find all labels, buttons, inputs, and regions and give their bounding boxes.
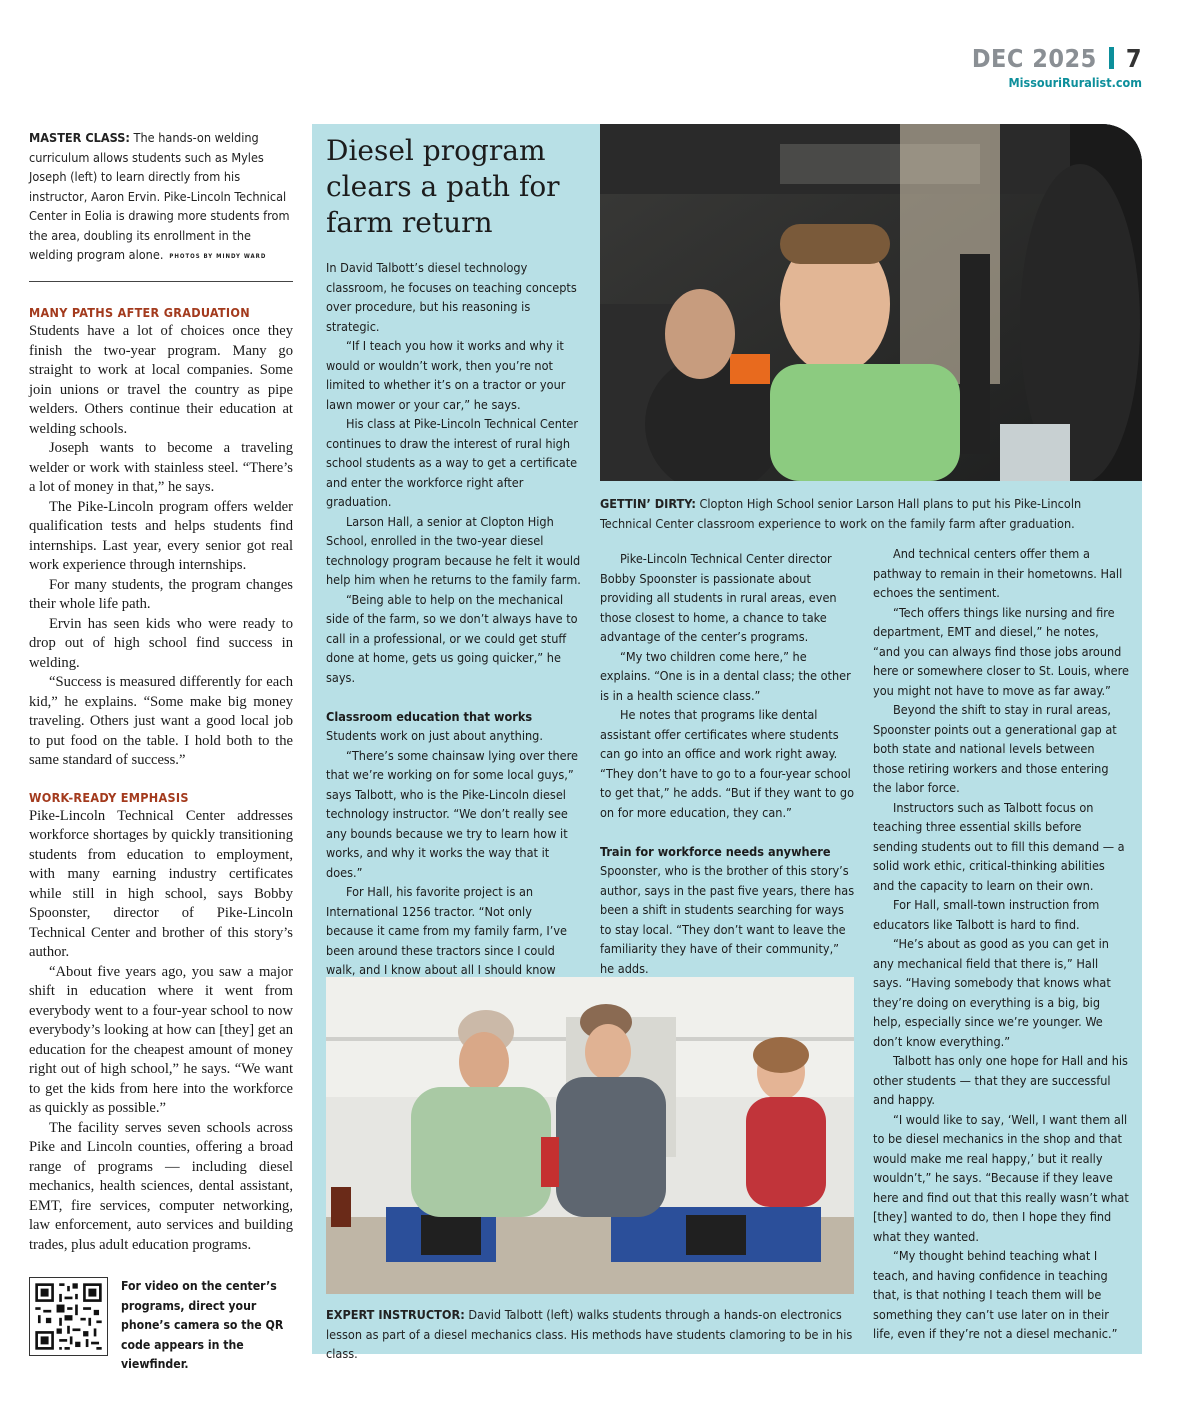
paragraph: His class at Pike-Lincoln Technical Center continues to draw the interest of rural high school students as a way to get a certificate and enter the workforce right after graduation. bbox=[326, 416, 579, 509]
paragraph: “Being able to help on the mechanical side of the farm, so we don’t always have to call in a professional, or we could get stuff done at home, gets us going quicker,” he says. bbox=[326, 591, 578, 685]
photo-electronics-lesson bbox=[326, 977, 854, 1294]
caption-label: EXPERT INSTRUCTOR: bbox=[326, 1307, 465, 1322]
qr-code[interactable] bbox=[29, 1277, 108, 1356]
paragraph: “My thought behind teaching what I teach, and having confidence in teaching that, is that nothing I teach them will be something they can’t use later on in their life, even if they’re not a diesel mechanic.” bbox=[873, 1248, 1118, 1341]
paragraph: “There’s some chainsaw lying over there that we’re working on for some local guys,” says Talbott, who is the Pike-Lincoln diesel technology instructor. “We don’t really see any bounds because we try to learn how it works, and why it works the way that it does.” bbox=[326, 747, 579, 880]
electronics-class-photo-icon bbox=[326, 977, 854, 1294]
paragraph: “Success is measured differently for each kid,” he explains. “Some make big money traveling. Others just want a good local job to put food on the table. I hold both to the same standard of success.” bbox=[29, 674, 293, 768]
paragraph: And technical centers offer them a pathway to remain in their hometowns. Hall echoes the sentiment. bbox=[873, 546, 1123, 600]
qr-code-icon bbox=[30, 1278, 107, 1355]
photo-caption-master-class bbox=[29, 128, 293, 267]
photo-caption-expert-instructor bbox=[326, 1305, 854, 1364]
section-heading-many-paths: MANY PATHS AFTER GRADUATION bbox=[29, 305, 250, 320]
paragraph: The Pike-Lincoln program offers welder qualification tests and helps students find internships. Last year, every senior got real work experience through internships. bbox=[29, 498, 293, 573]
paragraph: Students have a lot of choices once they finish the two-year program. Many go straight to work at local companies. Some join unions or travel the country as pipe welders. Others continue their education at welding schools. bbox=[29, 323, 293, 437]
section-body-many-paths bbox=[29, 322, 293, 771]
paragraph: “My two children come here,” he explains. “One is in a dental class; the other is in a health science class.” bbox=[600, 648, 851, 703]
article-headline: Diesel program clears a path for farm return bbox=[326, 134, 560, 239]
article-column-2 bbox=[600, 549, 856, 978]
article-column-1 bbox=[326, 258, 582, 1019]
tractor-repair-photo-icon bbox=[600, 124, 1142, 481]
paragraph: The facility serves seven schools across Pike and Lincoln counties, offering a broad range of programs — including diesel mechanics, health sciences, dental assistant, EMT, fire services, computer networking, law enforcement, auto services and building trades, plus adult education programs. bbox=[29, 1119, 293, 1253]
paragraph: Larson Hall, a senior at Clopton High School, enrolled in the two-year diesel technology program because he felt it would help him when he returns to the family farm. bbox=[326, 513, 581, 587]
paragraph: Joseph wants to become a traveling welder or work with stainless steel. “There’s a lot of money in that,” he says. bbox=[29, 440, 293, 495]
paragraph: Spoonster, who is the brother of this story’s author, says in the past five years, there has been a shift in students searching for ways to stay local. “They don’t want to leave the familiarity they have of their community,” he adds. bbox=[600, 863, 855, 976]
subheading-classroom-education: Classroom education that works bbox=[326, 708, 533, 724]
paragraph: “If I teach you how it works and why it would or wouldn’t work, then you’re not limited to whether it’s on a tractor or your lawn mower or your car,” he says. bbox=[326, 338, 566, 412]
paragraph: Instructors such as Talbott focus on teaching three essential skills before sending students out to fill this demand — a solid work ethic, critical-thinking abilities and the capacity to learn on their own. bbox=[873, 799, 1125, 893]
page-header bbox=[960, 44, 1142, 90]
website-link[interactable]: MissouriRuralist.com bbox=[1008, 75, 1142, 90]
caption-text: Clopton High School senior Larson Hall plans to put his Pike-Lincoln Technical Center classroom experience to work on the family farm after graduation. bbox=[600, 496, 1082, 531]
caption-label: MASTER CLASS: bbox=[29, 130, 130, 145]
paragraph: “He’s about as good as you can get in any mechanical field that there is,” Hall says. “Having somebody that knows what they’re doing on everything is a big, big help, especially since we’re younger. We don’t know everything.” bbox=[873, 936, 1111, 1049]
paragraph: “About five years ago, you saw a major shift in education where it went from everybody went to a four-year school to now everybody’s looking at how can [they] get an education for the cheapest amount of money right out of high school,” he says. “We want to get the kids from here into the workforce as quickly as possible.” bbox=[29, 963, 293, 1116]
qr-instructions: For video on the center’s programs, direct your phone’s camera so the QR code appears in the viewfinder. bbox=[121, 1279, 284, 1371]
paragraph: Students work on just about anything. bbox=[326, 728, 543, 743]
paragraph: In David Talbott’s diesel technology classroom, he focuses on teaching concepts over procedure, but his reasoning is strategic. bbox=[326, 260, 577, 334]
paragraph: For Hall, his favorite project is an International 1256 tractor. “Not only because it came from my family farm, I’ve been around these tractors since I could walk, and I know about all I should know bbox=[326, 884, 567, 977]
paragraph: For many students, the program changes their whole life path. bbox=[29, 576, 293, 612]
caption-label: GETTIN’ DIRTY: bbox=[600, 496, 696, 511]
caption-divider bbox=[29, 281, 293, 282]
photo-student-under-tractor bbox=[600, 124, 1142, 481]
paragraph: Pike-Lincoln Technical Center director Bobby Spoonster is passionate about providing all students in rural areas, even those closest to home, a chance to take advantage of the center’s programs. bbox=[600, 551, 837, 644]
paragraph: Talbott has only one hope for Hall and his other students — that they are successful and happy. bbox=[873, 1053, 1128, 1107]
paragraph: He notes that programs like dental assistant offer certificates where students can go into an office and work right away. “They don’t have to go to a four-year school to get that,” he adds. “But if they want to go on for more education, they can.” bbox=[600, 707, 855, 820]
photo-credit: PHOTOS BY MINDY WARD bbox=[169, 253, 267, 260]
left-column bbox=[29, 128, 293, 267]
section-body-work-ready bbox=[29, 807, 293, 1256]
paragraph: Pike-Lincoln Technical Center addresses workforce shortages by quickly transitioning students from education to employment, with many earning industry certificates while still in high school, says Bobby Spoonster, director of Pike-Lincoln Technical Center and brother of this story’s author. bbox=[29, 807, 293, 960]
subheading-train-for-workforce: Train for workforce needs anywhere bbox=[600, 843, 831, 859]
paragraph: “Tech offers things like nursing and fire department, EMT and diesel,” he notes, “and you can always find those jobs around here or somewhere closer to St. Louis, where you might not have to move as far away.” bbox=[873, 604, 1129, 698]
paragraph: Beyond the shift to stay in rural areas, Spoonster points out a generational gap at both state and national levels between those retiring workers and those entering the labor force. bbox=[873, 702, 1117, 795]
issue-date-page bbox=[960, 44, 1142, 73]
paragraph: Ervin has seen kids who were ready to drop out of high school find success in welding. bbox=[29, 615, 293, 671]
section-heading-work-ready: WORK-READY EMPHASIS bbox=[29, 789, 189, 805]
header-divider bbox=[1109, 47, 1114, 69]
caption-text: The hands-on welding curriculum allows students such as Myles Joseph (left) to learn directly from his instructor, Aaron Ervin. Pike-Lincoln Technical Center in Eolia is drawing more students from the area, doubling its enrollment in the welding program alone. bbox=[29, 130, 290, 262]
article-column-3 bbox=[873, 544, 1129, 1344]
paragraph: “I would like to say, ‘Well, I want them all to be diesel mechanics in the shop and that would make me real happy,’ but it really wouldn’t,” he says. “Because if they leave here and find out that this really wasn’t what [they] wanted to do, then I hope they find what they wanted. bbox=[873, 1111, 1129, 1244]
paragraph: For Hall, small-town instruction from educators like Talbott is hard to find. bbox=[873, 897, 1100, 932]
caption-text: David Talbott (left) walks students through a hands-on electronics lesson as part of a diesel mechanics class. His methods have students clamoring to be in his class. bbox=[326, 1307, 853, 1361]
photo-caption-gettin-dirty bbox=[600, 494, 1130, 533]
page-number: 7 bbox=[1125, 44, 1142, 73]
left-article-text bbox=[29, 305, 293, 1255]
issue-date: DEC 2025 bbox=[971, 44, 1097, 73]
